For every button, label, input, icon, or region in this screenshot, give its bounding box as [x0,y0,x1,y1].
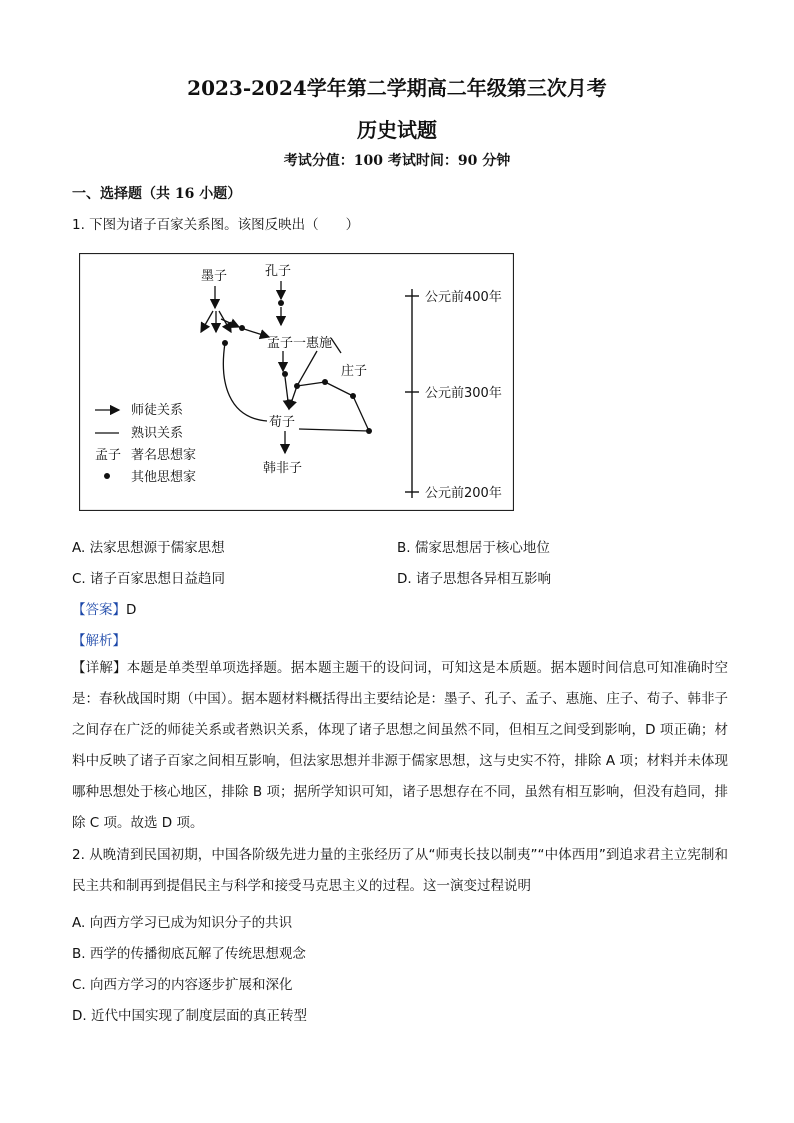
q1-stem: 1. 下图为诸子百家关系图。该图反映出（ ） [72,217,360,233]
q1-option-b: B. 儒家思想居于核心地位 [397,540,550,556]
detail-text: 本题是单类型单项选择题。据本题主题干的设问词，可知这是本质题。据本题时间信息可知准确时空是：春秋战国时期（中国）。据本题材料概括得出主要结论是：墨子、孔子、孟子、惠施、庄子、荀子、韩非子之间存在广泛的师徒关系或者熟识关系，体现了诸子思想之间虽然不同，但相互之间受到影响，D 项正确；材料中反映了诸子百家之间相互影响，但法家思想并非源于儒家思想，这与史实不符，排除 A 项；材料并未体现哪种思想处于核心地区，排除 B 项；据所学知识可知，诸子思想存在不同，虽然有相互影响，但没有趋同，排除 C 项。故选 D 项。 [72,660,729,831]
q1-answer [72,598,136,618]
q2-stem: 2. 从晚清到民国初期，中国各阶级先进力量的主张经历了从“师夷长技以制夷”“中体西用”到追求君主立宪制和民主共和制再到提倡民主与科学和接受马克思主义的过程。这一演变过程说明 [72,847,728,894]
q2-option-c: C. 向西方学习的内容逐步扩展和深化 [72,977,293,993]
legend-name-label: 著名思想家 [131,448,197,463]
subject-title: 历史试题 [357,118,437,142]
q1-option-c: C. 诸子百家思想日益趋同 [72,571,226,587]
q2-option-a: A. 向西方学习已成为知识分子的共识 [72,915,293,931]
timeline-200: 公元前200年 [425,486,502,501]
q1-option-d: D. 诸子思想各异相互影响 [397,571,551,587]
q1-option-a: A. 法家思想源于儒家思想 [72,540,225,556]
timeline-400: 公元前400年 [425,290,502,305]
name-kongzi: 孔子 [265,264,292,279]
answer-value: D [126,602,137,618]
legend [95,402,196,485]
q2-option-b: B. 西学的传播彻底瓦解了传统思想观念 [72,946,306,962]
analysis-tag: 【解析】 [72,633,126,649]
exam-title: 2023-2024学年第二学期高二年级第三次月考 [187,76,607,100]
name-hanfeizi: 韩非子 [263,461,303,476]
name-mozi: 墨子 [201,269,228,284]
section-heading: 一、选择题（共 16 小题） [72,186,242,202]
detail-tag: 【详解】 [72,660,127,676]
q1-detail [72,653,728,839]
timeline [405,289,419,498]
name-xunzi: 荀子 [269,415,296,430]
answer-tag: 【答案】 [72,602,126,618]
legend-dot-label: 其他思想家 [131,470,197,485]
relationship-figure [79,253,514,511]
timeline-300: 公元前300年 [425,386,502,401]
legend-line-label: 熟识关系 [131,426,184,441]
q2-option-d: D. 近代中国实现了制度层面的真正转型 [72,1008,307,1024]
name-mengzi-huishi: 孟子一惠施 [267,336,333,351]
exam-info: 考试分值：100 考试时间：90 分钟 [283,153,511,169]
legend-arrow-label: 师徒关系 [131,403,184,418]
legend-sample-name: 孟子 [95,448,122,463]
name-zhuangzi: 庄子 [341,364,368,379]
